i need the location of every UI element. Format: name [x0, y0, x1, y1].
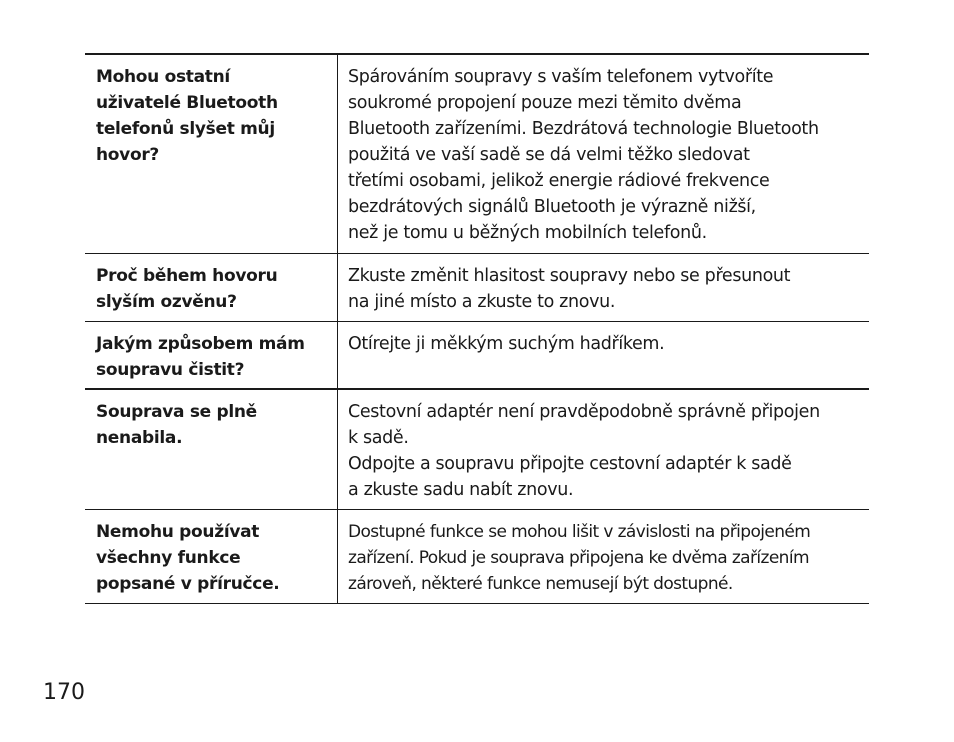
faq-answer: Otírejte ji měkkým suchým hadříkem. [348, 334, 665, 354]
faq-row [85, 322, 869, 390]
faq-question: Mohou ostatní uživatelé Bluetooth telefonů slyšet můj hovor? [85, 55, 338, 253]
faq-answer: Cestovní adaptér není pravděpodobně správně připojen k sadě. Odpojte a soupravu připojte cestovní adaptér k sadě a zkuste sadu nabít znovu. [348, 402, 820, 500]
faq-question: Jakým způsobem mám soupravu čistit? [85, 322, 338, 388]
faq-row [85, 510, 869, 604]
faq-question: Souprava se plně nenabila. [85, 390, 338, 509]
faq-row [85, 254, 869, 322]
faq-table [85, 53, 869, 604]
faq-row [85, 390, 869, 510]
faq-answer: Zkuste změnit hlasitost soupravy nebo se přesunout na jiné místo a zkuste to znovu. [348, 266, 791, 312]
faq-question: Proč během hovoru slyším ozvěnu? [85, 254, 338, 321]
page-number: 170 [43, 680, 85, 705]
faq-row [85, 55, 869, 254]
faq-answer: Spárováním soupravy s vaším telefonem vytvoříte soukromé propojení pouze mezi těmito dvěma Bluetooth zařízeními. Bezdrátová technologie Bluetooth použitá ve vaší sadě se dá velmi těžko sledovat třetími osobami, jelikož energie rádiové frekvence bezdrátových signálů Bluetooth je výrazně nižší, než je tomu u běžných mobilních telefonů. [348, 67, 819, 243]
faq-question: Nemohu používat všechny funkce popsané v příručce. [85, 510, 338, 603]
faq-answer: Dostupné funkce se mohou lišit v závislosti na připojeném zařízení. Pokud je souprava připojena ke dvěma zařízením zároveň, některé funkce nemusejí být dostupné. [348, 522, 811, 594]
